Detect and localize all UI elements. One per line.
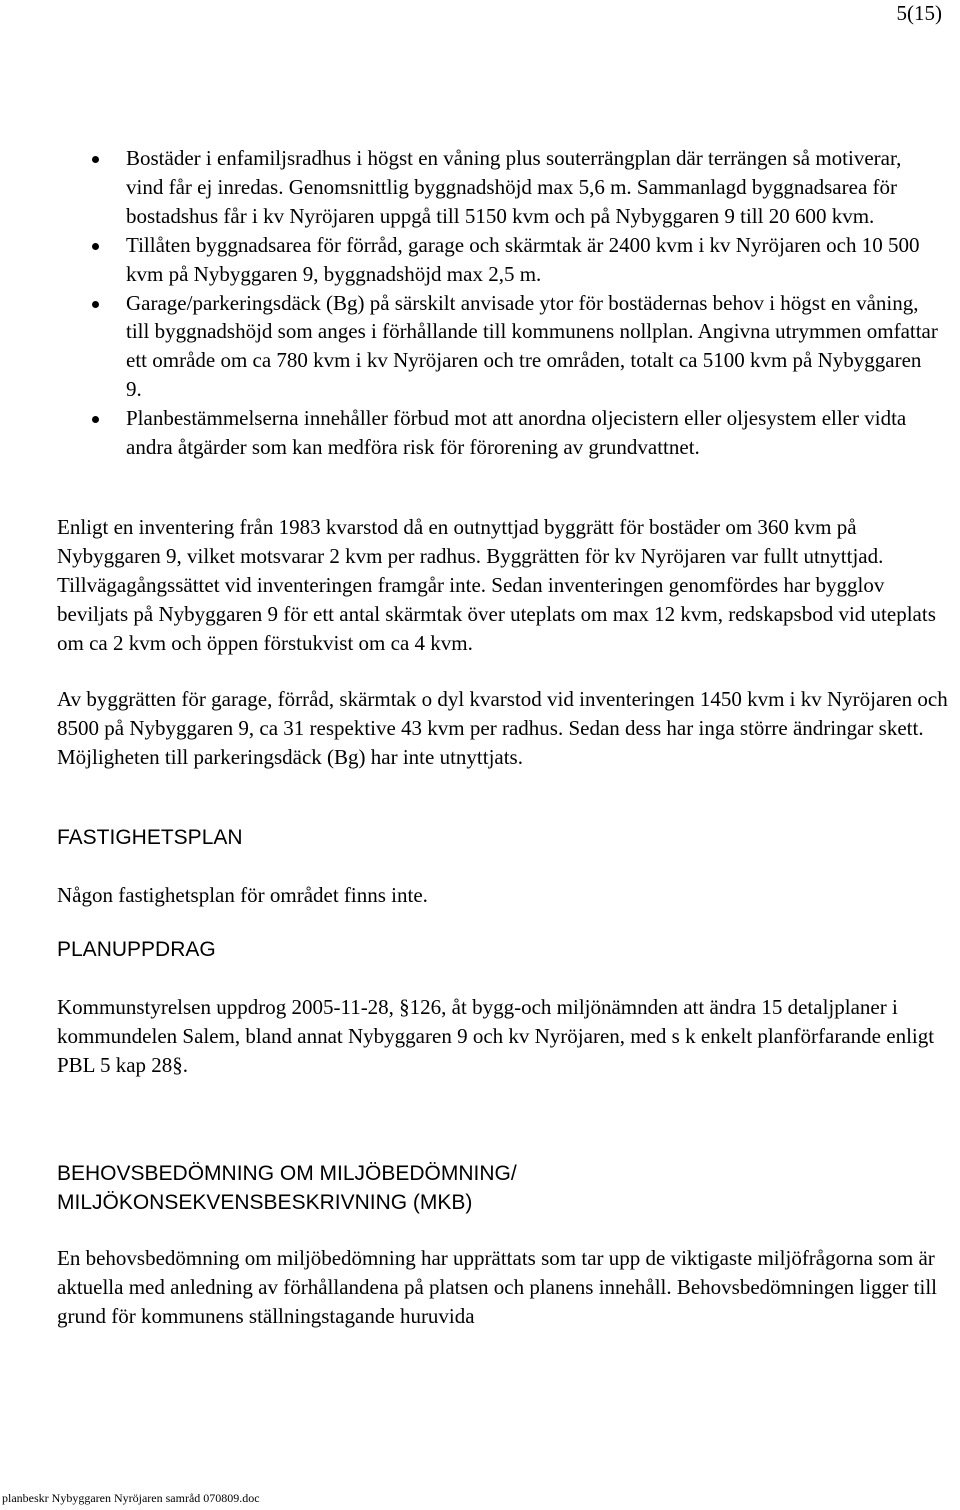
list-item bbox=[0, 144, 960, 231]
page-number: 5(15) bbox=[896, 1, 942, 25]
list-item-text: Tillåten byggnadsarea för förråd, garage och skärmtak är 2400 kvm i kv Nyröjaren och 10 500 kvm på Nybyggaren 9, byggnadshöjd max 2,5 m. bbox=[126, 232, 920, 286]
bullet-icon bbox=[92, 243, 99, 250]
document-footer: planbeskr Nybyggaren Nyröjaren samråd 070809.doc bbox=[2, 1491, 260, 1505]
planuppdrag-paragraph: Kommunstyrelsen uppdrog 2005-11-28, §126, åt bygg-och miljönämnden att ändra 15 detaljplaner i kommundelen Salem, bland annat Nybyggaren 9 och kv Nyröjaren, med s k enkelt planförfarande enligt PBL 5 kap 28§. bbox=[57, 995, 935, 1077]
section-heading-fastighetsplan: FASTIGHETSPLAN bbox=[57, 826, 243, 849]
fastighetsplan-paragraph: Någon fastighetsplan för området finns inte. bbox=[57, 883, 428, 907]
list-item bbox=[0, 231, 960, 289]
building-rights-paragraph: Av byggrätten för garage, förråd, skärmtak o dyl kvarstod vid inventeringen 1450 kvm i kv Nyröjaren och 8500 på Nybyggaren 9, ca 31 respektive 43 kvm per radhus. Sedan dess har inga större ändringar skett. Möjligheten till parkeringsdäck (Bg) har inte utnyttjats. bbox=[57, 687, 948, 769]
section-heading-behovsbedomning: BEHOVSBEDÖMNING OM MILJÖBEDÖMNING/ MILJÖKONSEKVENSBESKRIVNING (MKB) bbox=[57, 1162, 517, 1214]
regulations-bullet-list bbox=[0, 144, 960, 462]
bullet-icon bbox=[92, 416, 99, 423]
list-item-text: Garage/parkeringsdäck (Bg) på särskilt anvisade ytor för bostädernas behov i högst en våning, till byggnadshöjd som anges i förhållande till kommunens nollplan. Angivna utrymmen omfattar ett område om ca 780 kvm i kv Nyröjaren och tre områden, totalt ca 5100 kvm på Nybyggaren 9. bbox=[126, 290, 938, 402]
behovsbedomning-paragraph: En behovsbedömning om miljöbedömning har upprättats som tar upp de viktigaste miljöfrågorna som är aktuella med anledning av förhållandena på platsen och planens innehåll. Behovsbedömningen ligger till grund för kommunens ställningstagande huruvida bbox=[57, 1246, 937, 1328]
bullet-icon bbox=[92, 156, 99, 163]
bullet-icon bbox=[92, 301, 99, 308]
section-heading-planuppdrag: PLANUPPDRAG bbox=[57, 938, 216, 961]
inventory-paragraph: Enligt en inventering från 1983 kvarstod då en outnyttjad byggrätt för bostäder om 360 kvm på Nybyggaren 9, vilket motsvarar 2 kvm per radhus. Byggrätten för kv Nyröjaren var fullt utnyttjad. Tillvägagångssättet vid inventeringen framgår inte. Sedan inventeringen genomfördes har bygglov beviljats på Nybyggaren 9 för ett antal skärmtak över uteplats om max 12 kvm, redskapsbod vid uteplats om ca 2 kvm och öppen förstukvist om ca 4 kvm. bbox=[57, 515, 936, 655]
list-item bbox=[0, 289, 960, 405]
list-item-text: Bostäder i enfamiljsradhus i högst en våning plus souterrängplan där terrängen så motiverar, vind får ej inredas. Genomsnittlig byggnadshöjd max 5,6 m. Sammanlagd byggnadsarea för bostadshus får i kv Nyröjaren uppgå till 5150 kvm och på Nybyggaren 9 till 20 600 kvm. bbox=[126, 146, 902, 228]
list-item bbox=[0, 404, 960, 462]
list-item-text: Planbestämmelserna innehåller förbud mot att anordna oljecistern eller oljesystem eller vidta andra åtgärder som kan medföra risk för förorening av grundvattnet. bbox=[126, 406, 907, 460]
